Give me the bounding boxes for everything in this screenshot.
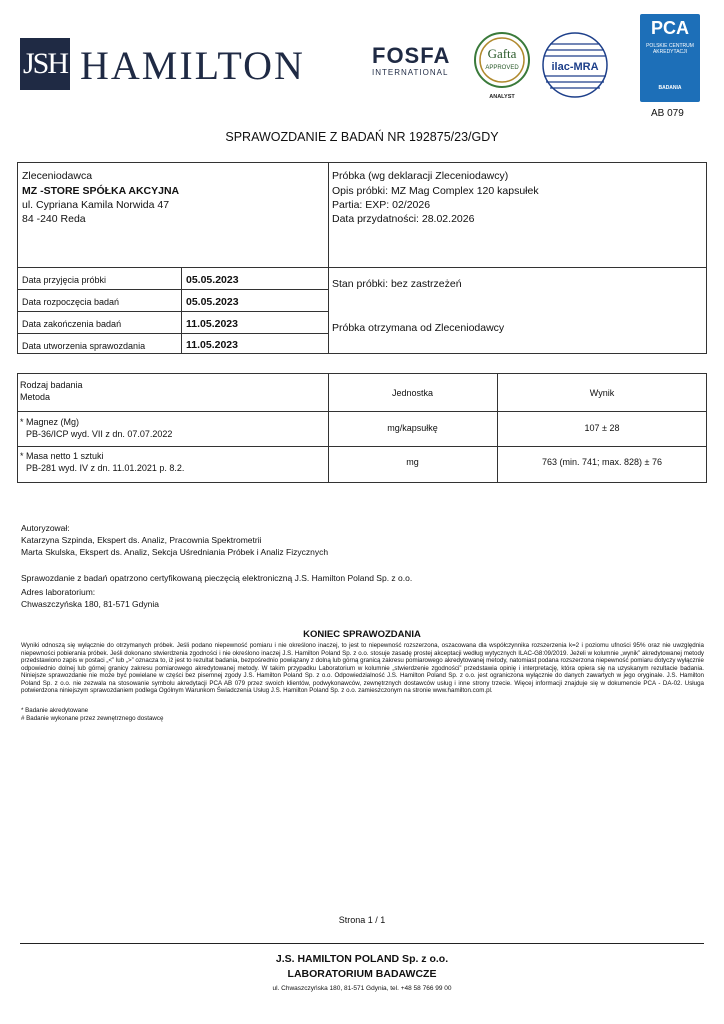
fosfa-logo-subtext: INTERNATIONAL bbox=[372, 68, 449, 77]
client-name: MZ -STORE SPÓŁKA AKCYJNA bbox=[22, 185, 180, 197]
client-street: ul. Cypriana Kamila Norwida 47 bbox=[22, 199, 170, 211]
lab-address: Chwaszczyńska 180, 81-571 Gdynia bbox=[21, 599, 159, 609]
report-title: SPRAWOZDANIE Z BADAŃ NR 192875/23/GDY bbox=[225, 130, 499, 144]
dates-rule-2 bbox=[17, 311, 328, 312]
disclaimer-text: Wyniki odnoszą się wyłącznie do otrzymanych próbek. Jeśli podano niepewność pomiaru i nie określono inaczej, to jest to niepewność rozszerzona, oszacowana dla współczynnika rozszerzenia k=2 i poziomu ufności 95% oraz nie uwzględnia niepewności pobierania próbek. Jeśli dokonano stwierdzenia zgodności i nie określono inaczej J.S. Hamilton Poland Sp. z o.o. stosuje zasadę prostej akceptacji według wytycznych ILAC-G8:09/2019. Jeżeli w kolumnie „wynik” akredytowanej metody przedstawiono zapis w postaci „<” lub „>” oznacza to, iż jest to rezultat badania, bezpośrednio powiązany z dolną lub górną granicą zakresu pomiarowego akredytowanej metody, natomiast podana rozszerzona niepewność pomiaru dotyczy wyłącznie odpowiednio dolnej lub górnej granicy zakresu pomiarowego akredytowanej metody. W takim przypadku Laboratorium w kolumnie „stwierdzenie zgodności” przedstawia opinię i interpretację, która opiera się na uzyskanym rezultacie badania. Niniejsze sprawozdanie nie może być powielane w części bez pisemnej zgody J.S. Hamilton Poland Sp. z o.o. Odpowiedzialność J.S. Hamilton Poland Sp. z o.o. jest ograniczona wyłącznie do danych zawartych w jego oryginale. J.S. Hamilton Poland Sp. z o.o. nie zezwala na stosowanie symbolu akredytacji PCA AB 079 przez swoich klientów, podwykonawców, zewnętrznych dostawców usług i inne strony trzecie. Więcej informacji znajduje się w dokumencie PCA - DA-02. Usługa potwierdzona niniejszym sprawozdaniem podlega Ogólnym Warunkom Świadczenia Usług J.S. Hamilton Poland Sp. z o.o. zamieszczonym na stronie www.hamilton.com.pl. bbox=[21, 642, 704, 694]
fosfa-logo bbox=[372, 44, 462, 77]
footer-rule bbox=[20, 943, 704, 944]
box1-rule bbox=[17, 267, 707, 268]
note-external: # Badanie wykonane przez zewnętrznego dostawcę bbox=[21, 715, 164, 722]
dates-rule-1 bbox=[17, 289, 328, 290]
gafta-seal-icon bbox=[472, 30, 532, 102]
page-number: Strona 1 / 1 bbox=[338, 915, 386, 925]
date-value-received: 05.05.2023 bbox=[186, 274, 239, 286]
ilac-text: ilac-MRA bbox=[551, 61, 599, 73]
date-value-start: 05.05.2023 bbox=[186, 296, 239, 308]
fosfa-logo-text: FOSFA bbox=[372, 43, 451, 68]
sample-heading: Próbka (wg deklaracji Zleceniodawcy) bbox=[332, 170, 509, 182]
gafta-logo bbox=[472, 30, 532, 102]
results-header-rule bbox=[17, 411, 707, 412]
authorization-block bbox=[21, 522, 328, 558]
ilac-globe-icon bbox=[540, 30, 610, 100]
date-value-report: 11.05.2023 bbox=[186, 339, 238, 351]
pca-line2: AKREDYTACJI bbox=[652, 49, 688, 55]
result-row-1-name: * Magnez (Mg) bbox=[20, 417, 80, 427]
gafta-approved: APPROVED bbox=[485, 65, 519, 71]
ilac-logo bbox=[540, 30, 610, 100]
col-header-result: Wynik bbox=[589, 388, 615, 398]
result-row-1-value: 107 ± 28 bbox=[584, 423, 620, 433]
result-row-1-unit: mg/kapsułkę bbox=[387, 423, 438, 433]
gafta-name: Gafta bbox=[487, 46, 517, 61]
pca-title: PCA bbox=[650, 18, 689, 38]
date-value-end: 11.05.2023 bbox=[186, 318, 238, 330]
footer-company: J.S. HAMILTON POLAND Sp. z o.o. bbox=[275, 953, 449, 965]
seal-note: Sprawozdanie z badań opatrzono certyfikowaną pieczęcią elektroniczną J.S. Hamilton Poland Sp. z o.o. bbox=[21, 573, 413, 583]
result-row-2-method: PB-281 wyd. IV z dn. 11.01.2021 p. 8.2. bbox=[26, 463, 185, 473]
sample-condition: Stan próbki: bez zastrzeżeń bbox=[332, 278, 462, 290]
end-of-report-title: KONIEC SPRAWOZDANIA bbox=[303, 629, 421, 640]
result-row-2-unit: mg bbox=[406, 457, 419, 467]
sample-received-from: Próbka otrzymana od Zleceniodawcy bbox=[332, 322, 505, 334]
date-label-start: Data rozpoczęcia badań bbox=[22, 297, 120, 307]
hamilton-logo-text: HAMILTON bbox=[80, 43, 305, 88]
date-label-report: Data utworzenia sprawozdania bbox=[22, 341, 146, 351]
footer-lab: LABORATORIUM BADAWCZE bbox=[287, 968, 437, 980]
results-row-rule bbox=[17, 446, 707, 447]
accreditation-number: AB 079 bbox=[651, 108, 684, 119]
pca-logo bbox=[640, 14, 700, 102]
pca-line1: POLSKIE CENTRUM bbox=[646, 43, 694, 49]
authorizer-1: Katarzyna Szpinda, Ekspert ds. Analiz, Pracownia Spektrometrii bbox=[21, 535, 262, 545]
col-header-type: Rodzaj badania bbox=[20, 380, 83, 390]
result-row-2-value: 763 (min. 741; max. 828) ± 76 bbox=[541, 457, 662, 467]
col-header-method: Metoda bbox=[20, 392, 51, 402]
date-label-received: Data przyjęcia próbki bbox=[22, 275, 107, 285]
sample-expiry: Data przydatności: 28.02.2026 bbox=[332, 213, 475, 225]
authorizer-2: Marta Skulska, Ekspert ds. Analiz, Sekcja Uśredniania Próbek i Analiz Fizycznych bbox=[21, 547, 329, 557]
result-row-1-method: PB-36/ICP wyd. VII z dn. 07.07.2022 bbox=[26, 429, 173, 439]
sample-description: Opis próbki: MZ Mag Complex 120 kapsułek bbox=[332, 185, 539, 197]
col-header-unit: Jednostka bbox=[391, 388, 434, 398]
lab-address-label: Adres laboratorium: bbox=[21, 587, 96, 597]
sample-batch: Partia: EXP: 02/2026 bbox=[332, 199, 431, 211]
jsh-logo-mark: JSH bbox=[20, 38, 70, 90]
footer-address: ul. Chwaszczyńska 180, 81-571 Gdynia, tel. +48 58 766 99 00 bbox=[272, 985, 452, 992]
client-heading: Zleceniodawca bbox=[22, 170, 93, 182]
lab-address-block bbox=[21, 586, 159, 610]
note-accredited: * Badanie akredytowane bbox=[21, 707, 89, 714]
pca-badania: BADANIA bbox=[658, 85, 682, 91]
dates-rule-3 bbox=[17, 333, 328, 334]
client-city: 84 -240 Reda bbox=[22, 213, 86, 225]
box1-divider bbox=[328, 162, 329, 354]
gafta-analyst: ANALYST bbox=[489, 94, 515, 100]
date-label-end: Data zakończenia badań bbox=[22, 319, 122, 329]
authorization-heading: Autoryzował: bbox=[21, 523, 70, 533]
result-row-2-name: * Masa netto 1 sztuki bbox=[20, 451, 104, 461]
